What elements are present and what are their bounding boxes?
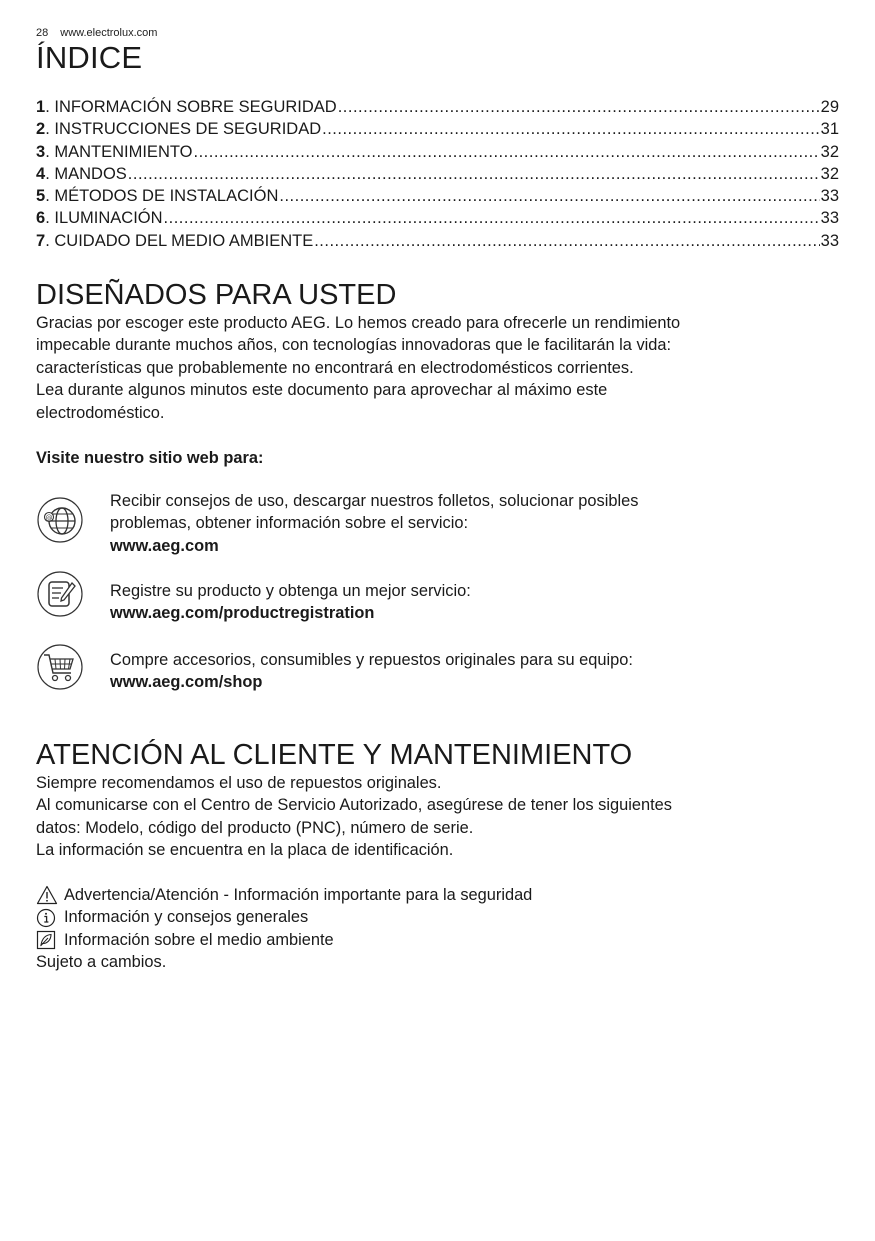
page-number: 28: [36, 27, 49, 39]
toc-item[interactable]: 3 . MANTENIMIENTO ..... 32: [36, 141, 839, 163]
toc-item[interactable]: 1 . INFORMACIÓN SOBRE SEGURIDAD ..... 29: [36, 96, 839, 118]
atencion-title: ATENCIÓN AL CLIENTE Y MANTENIMIENTO: [36, 739, 633, 771]
environment-icon: [36, 930, 58, 950]
toc-page: 32: [820, 164, 839, 183]
toc-label: . ILUMINACIÓN: [45, 209, 163, 228]
registration-link[interactable]: www.aeg.com/productregistration: [110, 604, 375, 623]
warning-icon: [36, 885, 58, 905]
toc-page: 32: [820, 142, 839, 161]
toc-label: . MÉTODOS DE INSTALACIÓN: [45, 187, 279, 206]
legend-item: Advertencia/Atención - Información importante para la seguridad: [36, 884, 836, 906]
toc-page: 33: [820, 187, 839, 206]
visit-label: Visite nuestro sitio web para:: [36, 449, 264, 467]
intro-paragraph: Gracias por escoger este producto AEG. Lo hemos creado para ofrecerle un rendimiento impecable durante muchos años, con tecnologías innovadoras que le facilitarán la vida: características que probablemente no encontrará en electrodomésticos corrientes. Lea durante algunos minutos este documento para aprovechar al máximo este electrodoméstico.: [36, 314, 681, 422]
disenados-title: DISEÑADOS PARA USTED: [36, 279, 397, 311]
toc-page: 33: [820, 231, 839, 250]
toc-page: 33: [820, 209, 839, 228]
toc-label: . CUIDADO DEL MEDIO AMBIENTE: [45, 231, 314, 250]
symbol-legend: [36, 884, 836, 974]
toc-page: 31: [820, 120, 839, 139]
page-header: [36, 27, 157, 39]
legend-item: Información y consejos generales: [36, 906, 836, 928]
customer-care-paragraph: Siempre recomendamos el uso de repuestos originales. Al comunicarse con el Centro de Servicio Autorizado, asegúrese de tener los siguientes datos: Modelo, código del producto (PNC), número de serie. La información se encuentra en la placa de identificación.: [36, 774, 672, 860]
legend-item: Información sobre el medio ambiente: [36, 929, 836, 951]
indice-title: ÍNDICE: [36, 40, 143, 75]
globe-icon: [36, 496, 84, 544]
toc-item[interactable]: 2 . INSTRUCCIONES DE SEGURIDAD ..... 31: [36, 118, 839, 140]
shop-link[interactable]: www.aeg.com/shop: [110, 673, 263, 692]
toc-label: . MANDOS: [45, 164, 127, 183]
shopping-cart-icon: [36, 643, 84, 691]
table-of-contents: [36, 96, 839, 252]
toc-page: 29: [820, 98, 839, 116]
info-icon: [36, 908, 58, 928]
footer-note: Sujeto a cambios.: [36, 953, 167, 972]
toc-item[interactable]: 4 . MANDOS ..... 32: [36, 163, 839, 185]
toc-item[interactable]: 5 . MÉTODOS DE INSTALACIÓN ..... 33: [36, 185, 839, 207]
website-link[interactable]: www.aeg.com: [110, 536, 219, 555]
toc-item[interactable]: 7 . CUIDADO DEL MEDIO AMBIENTE ..... 33: [36, 230, 839, 252]
toc-label: . MANTENIMIENTO: [45, 142, 193, 161]
header-site: www.electrolux.com: [60, 27, 158, 39]
toc-item[interactable]: 6 . ILUMINACIÓN ..... 33: [36, 207, 839, 229]
svg-text:@: @: [45, 514, 53, 522]
registration-icon: [36, 570, 84, 618]
toc-label: . INSTRUCCIONES DE SEGURIDAD: [45, 120, 322, 139]
toc-label: . INFORMACIÓN SOBRE SEGURIDAD: [45, 98, 337, 116]
